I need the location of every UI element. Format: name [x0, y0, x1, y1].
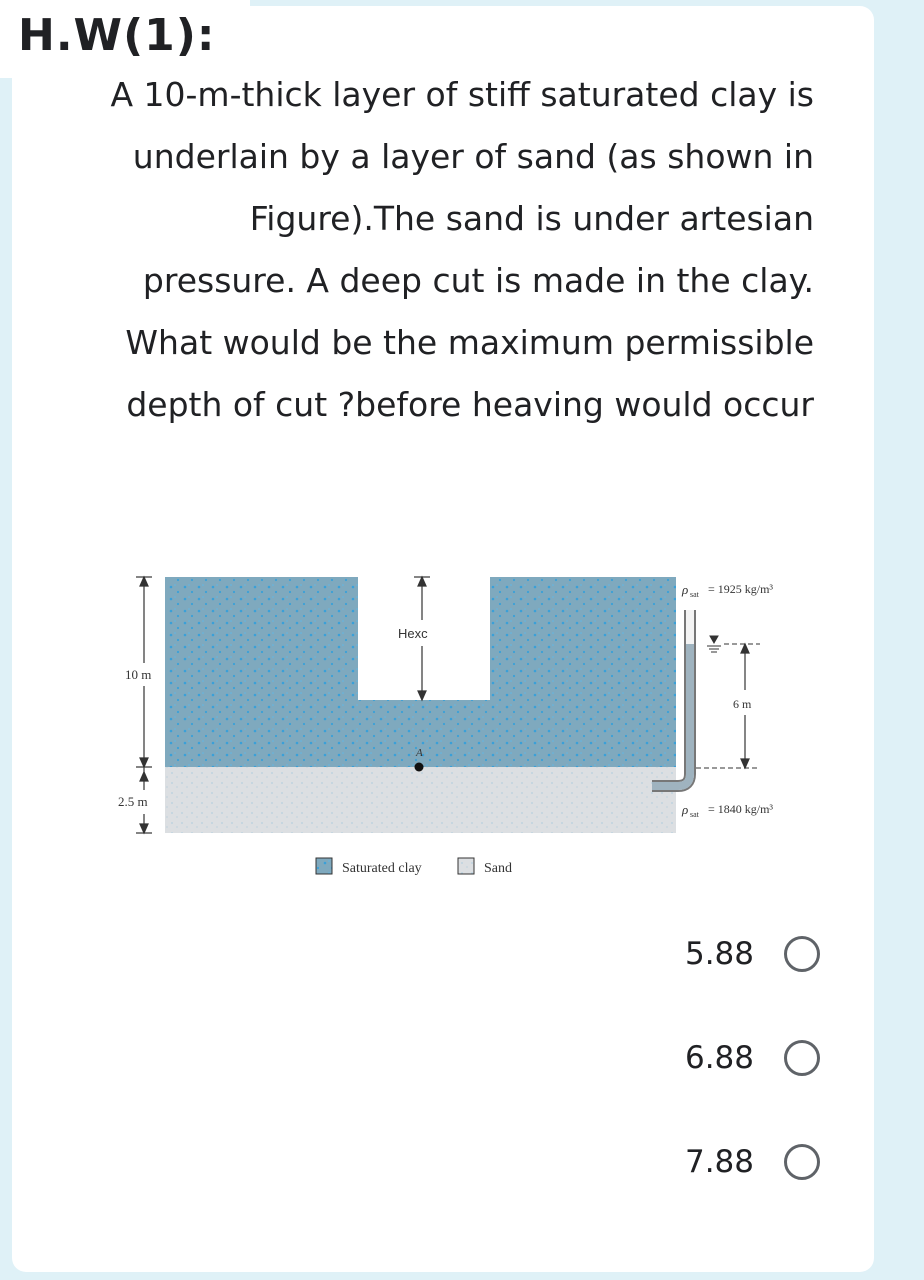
dim-10m-label: 10 m	[125, 667, 152, 682]
option-5-88[interactable]	[685, 922, 820, 986]
legend-sand-swatch	[458, 858, 474, 874]
legend-sand-label: Sand	[484, 861, 512, 876]
clay-rho-symbol: ρ	[682, 582, 689, 597]
soil-figure	[0, 560, 924, 890]
sand-rho-symbol: ρ	[682, 802, 689, 817]
sand-layer	[165, 767, 676, 833]
radio-button[interactable]	[784, 936, 820, 972]
page-title: H.W(1):	[18, 10, 216, 61]
legend-clay-label: Saturated clay	[342, 861, 422, 876]
saturated-clay-layer	[165, 577, 676, 767]
answer-options	[685, 922, 820, 1234]
sand-rho-subscript: sat	[690, 810, 699, 819]
soil-profile-diagram	[0, 560, 924, 890]
radio-button[interactable]	[784, 1040, 820, 1076]
option-label: 6.88	[684, 1040, 754, 1076]
option-label: 5.88	[684, 936, 754, 972]
option-label: 7.88	[684, 1144, 754, 1180]
clay-density-label: = 1925 kg/m³	[708, 582, 774, 596]
sand-density-label: = 1840 kg/m³	[708, 802, 774, 816]
radio-button[interactable]	[784, 1144, 820, 1180]
dim-2-5m-label: 2.5 m	[118, 794, 148, 809]
option-6-88[interactable]	[685, 1026, 820, 1090]
point-a-label: A	[416, 747, 423, 759]
question-text: A 10-m-thick layer of stiff saturated clay is underlain by a layer of sand (as shown in Figure).The sand is under artesian pressure. A deep cut is made in the clay. What would be the maximum permissible depth of cut ?before heaving would occur	[110, 75, 814, 424]
dim-6m-label: 6 m	[733, 697, 752, 711]
legend-clay-swatch	[316, 858, 332, 874]
clay-rho-subscript: sat	[690, 590, 699, 599]
option-7-88[interactable]	[685, 1130, 820, 1194]
hexc-label: Hexc	[398, 626, 428, 641]
point-a-marker	[415, 763, 424, 772]
